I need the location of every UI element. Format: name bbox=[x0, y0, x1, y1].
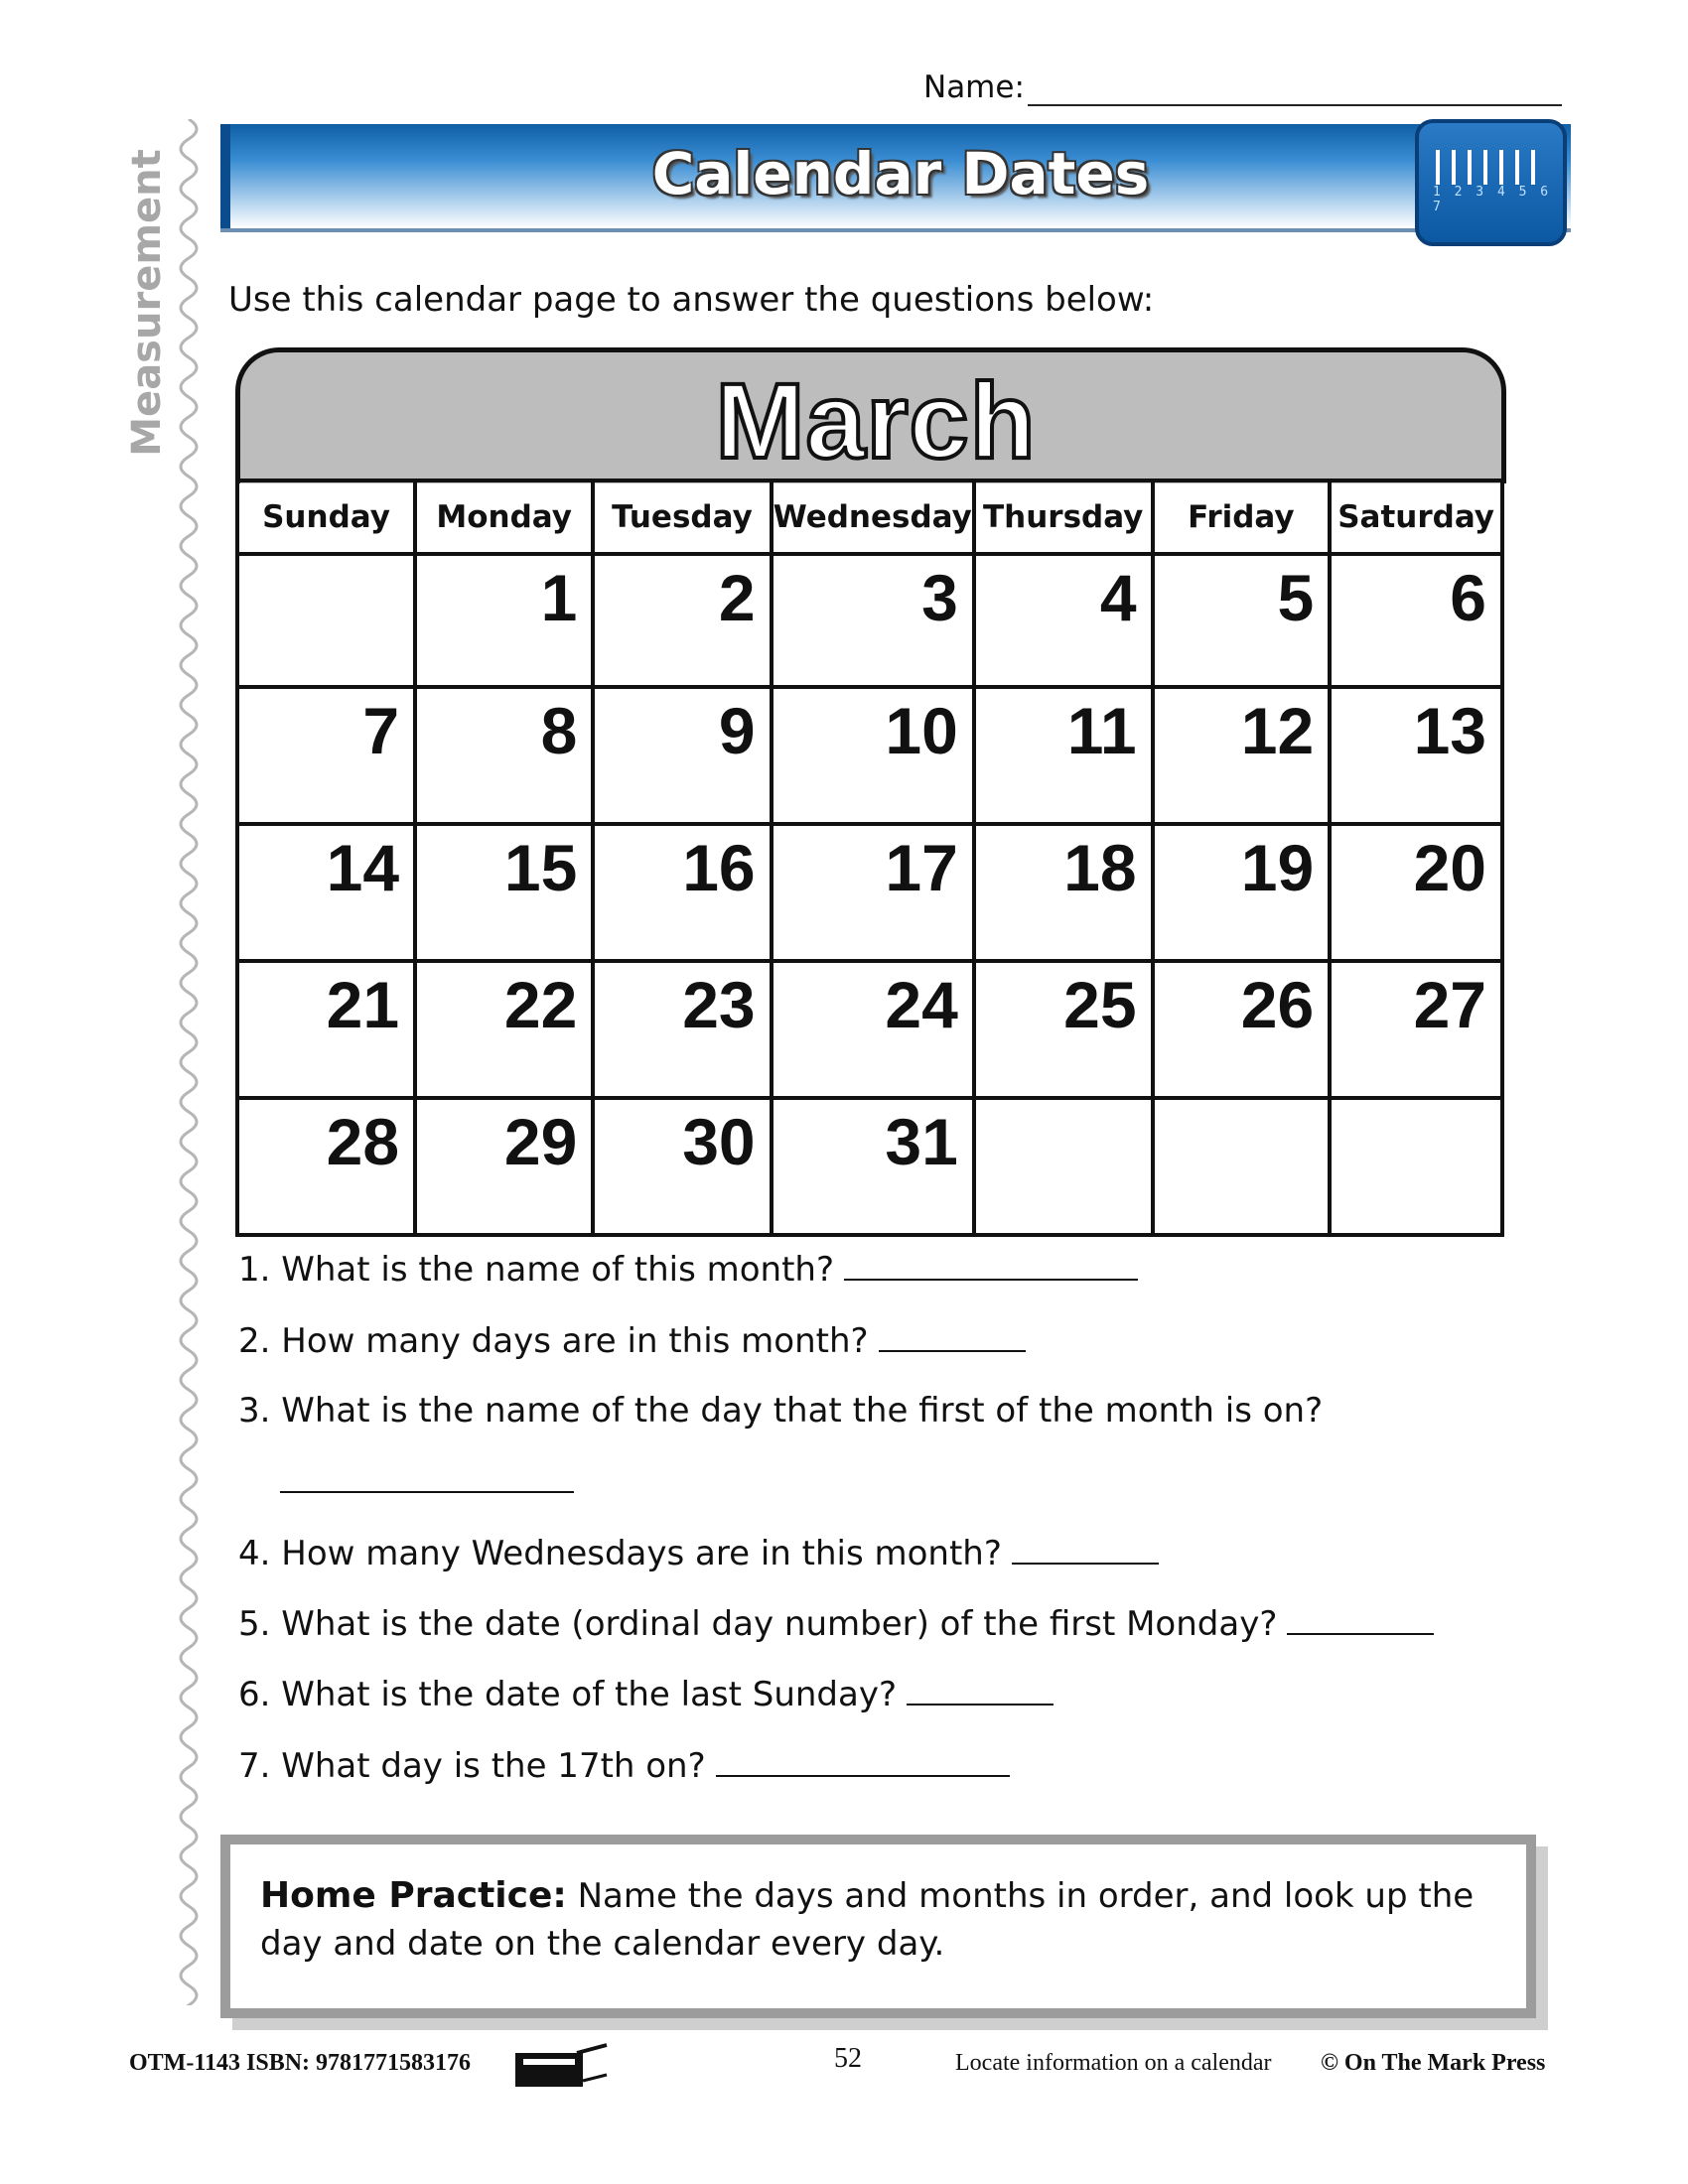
date-cell: 7 bbox=[237, 687, 415, 824]
name-field[interactable] bbox=[1028, 104, 1562, 106]
week-row bbox=[237, 961, 1502, 1098]
question-1 bbox=[238, 1249, 1138, 1290]
date-cell: 10 bbox=[772, 687, 974, 824]
date-cell: 31 bbox=[772, 1098, 974, 1235]
date-cell: 3 bbox=[772, 554, 974, 687]
date-cell bbox=[1330, 1098, 1502, 1235]
date-cell bbox=[974, 1098, 1153, 1235]
date-cell: 6 bbox=[1330, 554, 1502, 687]
question-5 bbox=[238, 1603, 1434, 1644]
question-2 bbox=[238, 1320, 1026, 1361]
calendar-header bbox=[235, 347, 1506, 483]
calendar-grid bbox=[235, 478, 1504, 1237]
date-cell bbox=[1153, 1098, 1331, 1235]
question-7 bbox=[238, 1745, 1010, 1786]
date-cell: 19 bbox=[1153, 824, 1331, 961]
home-practice-box bbox=[220, 1835, 1536, 2018]
week-row bbox=[237, 1098, 1502, 1235]
date-cell: 12 bbox=[1153, 687, 1331, 824]
question-text: 1. What is the name of this month? bbox=[238, 1250, 835, 1290]
date-cell: 18 bbox=[974, 824, 1153, 961]
title-banner bbox=[220, 124, 1571, 228]
footer-code-text: OTM-1143 bbox=[129, 2050, 240, 2076]
date-cell: 24 bbox=[772, 961, 974, 1098]
footer-code bbox=[129, 2050, 471, 2077]
answer-blank[interactable] bbox=[844, 1249, 1138, 1281]
footer-isbn: ISBN: 9781771583176 bbox=[246, 2050, 472, 2076]
date-cell: 21 bbox=[237, 961, 415, 1098]
date-cell: 15 bbox=[415, 824, 593, 961]
question-text: 7. What day is the 17th on? bbox=[238, 1746, 706, 1786]
date-cell: 22 bbox=[415, 961, 593, 1098]
date-cell: 2 bbox=[593, 554, 771, 687]
footer-topic: Locate information on a calendar bbox=[955, 2050, 1272, 2076]
week-row bbox=[237, 554, 1502, 687]
copier-icon bbox=[511, 2041, 611, 2091]
weekday-thursday: Thursday bbox=[974, 480, 1153, 554]
ruler-icon bbox=[1415, 119, 1567, 246]
weekday-saturday: Saturday bbox=[1330, 480, 1502, 554]
answer-blank[interactable] bbox=[1012, 1533, 1159, 1565]
home-practice-label: Home Practice: bbox=[260, 1875, 567, 1916]
question-text: 5. What is the date (ordinal day number) of the first Monday? bbox=[238, 1604, 1278, 1644]
ruler-numbers: 1 2 3 4 5 6 7 bbox=[1433, 185, 1552, 214]
date-cell: 27 bbox=[1330, 961, 1502, 1098]
weekday-sunday: Sunday bbox=[237, 480, 415, 554]
date-cell: 1 bbox=[415, 554, 593, 687]
answer-blank[interactable] bbox=[280, 1461, 574, 1493]
date-cell: 25 bbox=[974, 961, 1153, 1098]
date-cell bbox=[237, 554, 415, 687]
question-3 bbox=[238, 1391, 1323, 1431]
wavy-border-decoration bbox=[169, 119, 209, 2005]
name-label: Name: bbox=[923, 69, 1025, 105]
question-text: 6. What is the date of the last Sunday? bbox=[238, 1675, 898, 1714]
weekday-tuesday: Tuesday bbox=[593, 480, 771, 554]
question-3-answer bbox=[280, 1461, 574, 1502]
footer-publisher: © On The Mark Press bbox=[1321, 2050, 1546, 2076]
date-cell: 14 bbox=[237, 824, 415, 961]
page-number: 52 bbox=[834, 2043, 862, 2074]
side-label-text: Measurement bbox=[124, 149, 170, 457]
week-row bbox=[237, 824, 1502, 961]
weekday-friday: Friday bbox=[1153, 480, 1331, 554]
question-4 bbox=[238, 1533, 1159, 1573]
date-cell: 4 bbox=[974, 554, 1153, 687]
question-6 bbox=[238, 1674, 1054, 1714]
answer-blank[interactable] bbox=[907, 1674, 1054, 1706]
date-cell: 16 bbox=[593, 824, 771, 961]
date-cell: 28 bbox=[237, 1098, 415, 1235]
question-text: 2. How many days are in this month? bbox=[238, 1321, 869, 1361]
side-label bbox=[117, 139, 177, 467]
instruction-text: Use this calendar page to answer the questions below: bbox=[228, 280, 1155, 320]
date-cell: 20 bbox=[1330, 824, 1502, 961]
weekday-header-row bbox=[237, 480, 1502, 554]
page-title: Calendar Dates bbox=[651, 140, 1150, 207]
date-cell: 8 bbox=[415, 687, 593, 824]
date-cell: 30 bbox=[593, 1098, 771, 1235]
calendar bbox=[235, 347, 1504, 1226]
date-cell: 23 bbox=[593, 961, 771, 1098]
question-text: 3. What is the name of the day that the first of the month is on? bbox=[238, 1391, 1324, 1431]
question-text: 4. How many Wednesdays are in this month? bbox=[238, 1534, 1002, 1573]
weekday-monday: Monday bbox=[415, 480, 593, 554]
date-cell: 17 bbox=[772, 824, 974, 961]
answer-blank[interactable] bbox=[879, 1320, 1026, 1352]
date-cell: 26 bbox=[1153, 961, 1331, 1098]
month-title: March bbox=[715, 360, 1037, 480]
date-cell: 29 bbox=[415, 1098, 593, 1235]
week-row bbox=[237, 687, 1502, 824]
weekday-wednesday: Wednesday bbox=[772, 480, 974, 554]
date-cell: 11 bbox=[974, 687, 1153, 824]
date-cell: 9 bbox=[593, 687, 771, 824]
answer-blank[interactable] bbox=[1287, 1603, 1434, 1635]
home-practice-text bbox=[260, 1872, 1501, 1968]
date-cell: 13 bbox=[1330, 687, 1502, 824]
answer-blank[interactable] bbox=[716, 1745, 1010, 1777]
date-cell: 5 bbox=[1153, 554, 1331, 687]
home-practice-body: Name the days and months in order, and look up the day and date on the calendar every day. bbox=[260, 1876, 1475, 1964]
